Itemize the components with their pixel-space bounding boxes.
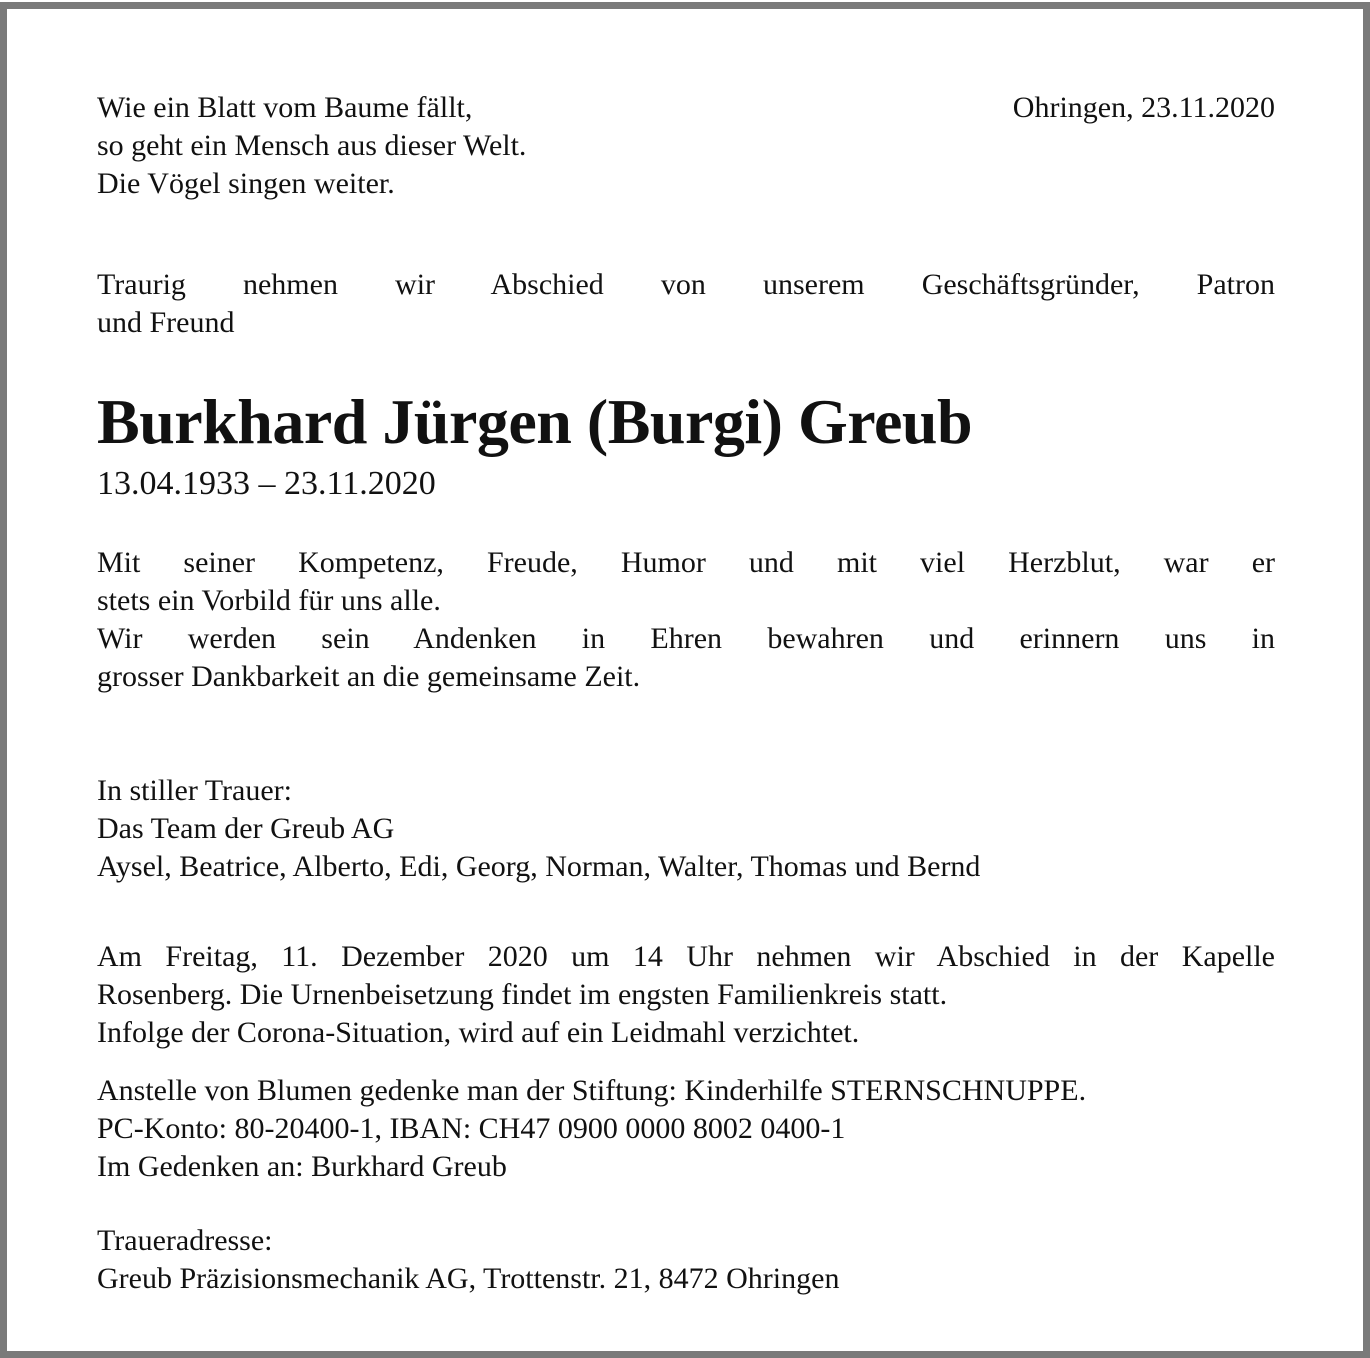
intro-paragraph [97, 266, 1275, 342]
ceremony-paragraph [97, 938, 1275, 1052]
tribute-line: grosser Dankbarkeit an die gemeinsame Zeit. [97, 660, 641, 693]
deceased-name: Burkhard Jürgen (Burgi) Greub [97, 386, 973, 457]
ceremony-line: Rosenberg. Die Urnenbeisetzung findet im engsten Familienkreis statt. [97, 978, 948, 1011]
address-line: Traueradresse: [97, 1224, 273, 1257]
tribute-line: stets ein Vorbild für uns alle. [97, 584, 441, 617]
ceremony-line: Am Freitag, 11. Dezember 2020 um 14 Uhr nehmen wir Abschied in der Kapelle [97, 940, 1275, 973]
donation-line: PC-Konto: 80-20400-1, IBAN: CH47 0900 0000 8002 0400-1 [97, 1112, 846, 1145]
donation-line: Anstelle von Blumen gedenke man der Stiftung: Kinderhilfe STERNSCHNUPPE. [97, 1074, 1087, 1107]
donation-paragraph [97, 1072, 1275, 1186]
epigraph-line: so geht ein Mensch aus dieser Welt. [97, 129, 527, 162]
epigraph-line: Die Vögel singen weiter. [97, 167, 395, 200]
mourners-section [97, 772, 1275, 886]
mourners-line: Aysel, Beatrice, Alberto, Edi, Georg, Norman, Walter, Thomas und Bernd [97, 850, 981, 883]
mourning-address [97, 1222, 1275, 1298]
tribute-paragraph [97, 544, 1275, 696]
place-date-line: Ohringen, 23.11.2020 [1012, 91, 1275, 124]
epigraph-line: Wie ein Blatt vom Baume fällt, [97, 91, 473, 124]
intro-line: Traurig nehmen wir Abschied von unserem Geschäftsgründer, Patron [97, 268, 1275, 301]
ceremony-line: Infolge der Corona-Situation, wird auf ein Leidmahl verzichtet. [97, 1016, 860, 1049]
mourners-line: In stiller Trauer: [97, 774, 292, 807]
tribute-line: Mit seiner Kompetenz, Freude, Humor und mit viel Herzblut, war er [97, 546, 1275, 579]
tribute-line: Wir werden sein Andenken in Ehren bewahren und erinnern uns in [97, 622, 1275, 655]
address-line: Greub Präzisionsmechanik AG, Trottenstr. 21, 8472 Ohringen [97, 1262, 840, 1295]
donation-line: Im Gedenken an: Burkhard Greub [97, 1150, 507, 1183]
mourners-line: Das Team der Greub AG [97, 812, 395, 845]
life-dates: 13.04.1933 – 23.11.2020 [97, 465, 436, 502]
intro-line: und Freund [97, 306, 235, 339]
